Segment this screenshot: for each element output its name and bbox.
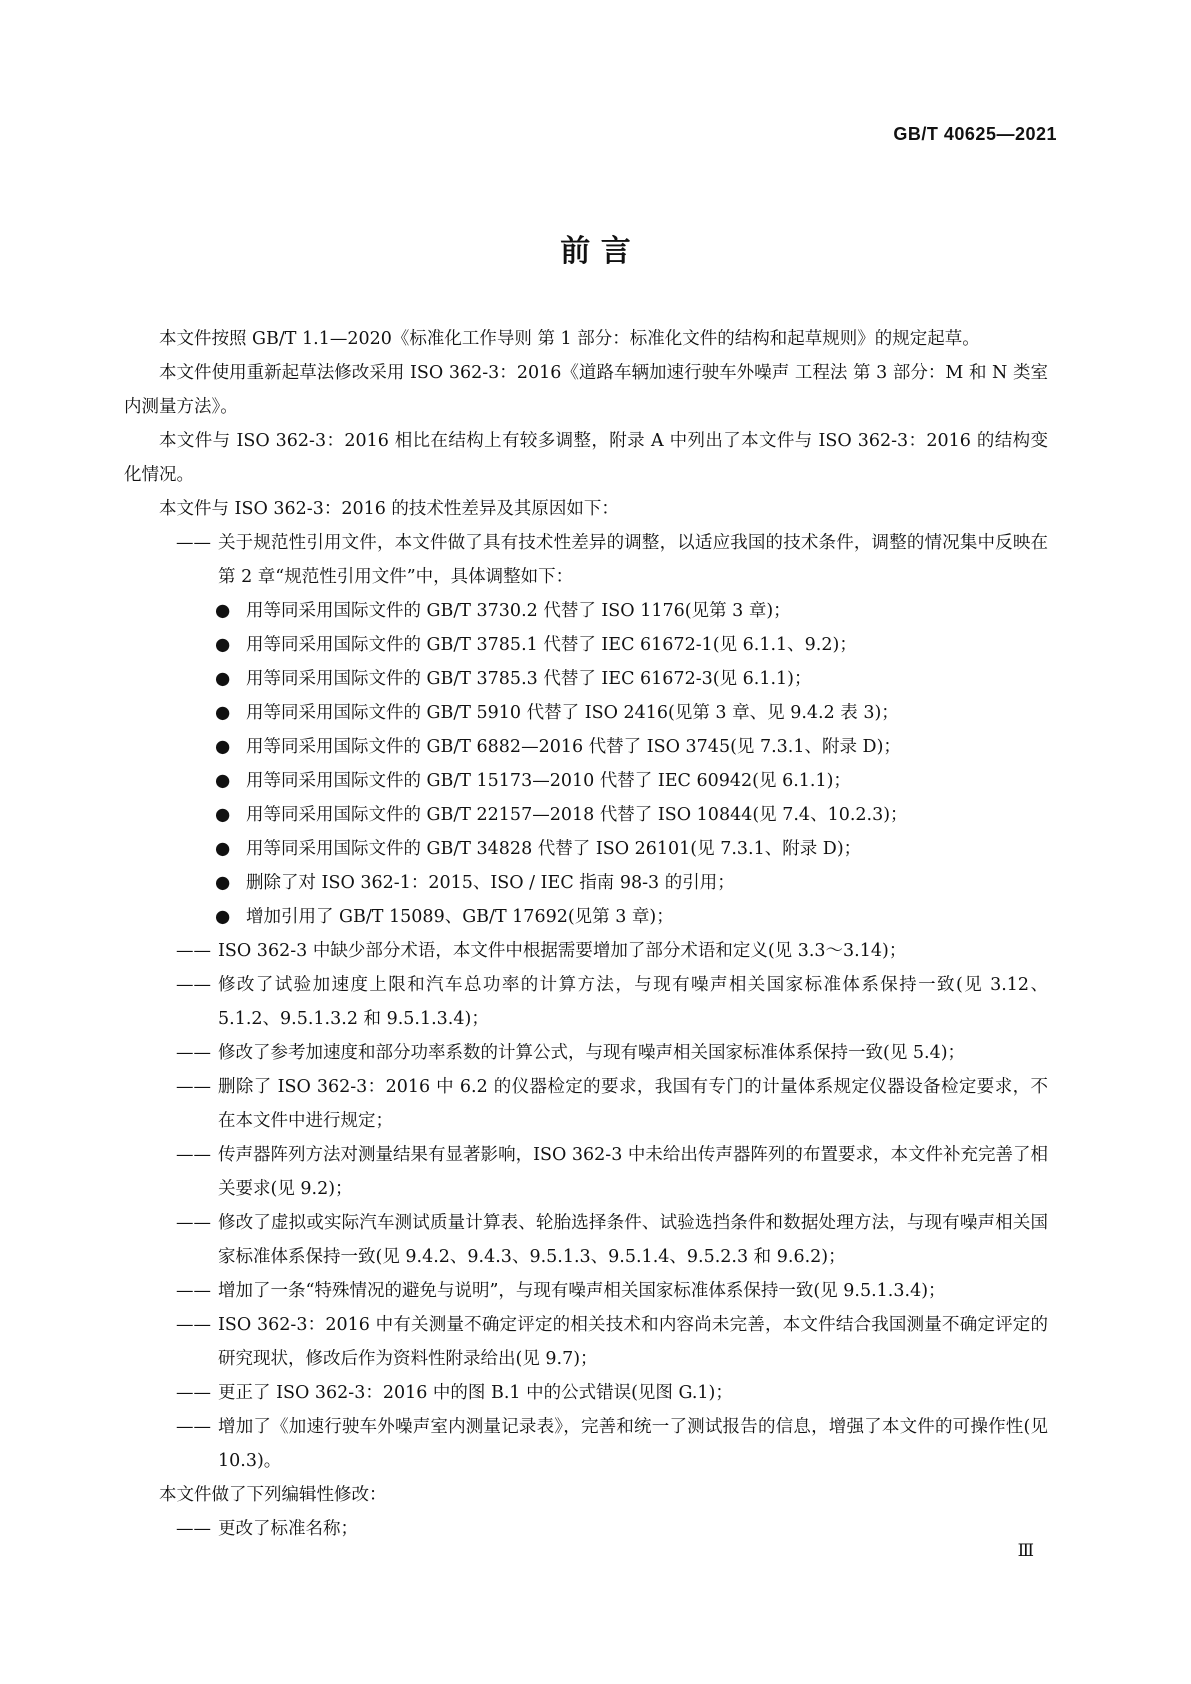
- technical-difference-item: [124, 934, 1048, 968]
- intro-paragraph: 本文件使用重新起草法修改采用 ISO 362-3：2016《道路车辆加速行驶车外噪声 工程法 第 3 部分：M 和 N 类室内测量方法》。: [124, 363, 1048, 417]
- item-text: 修改了虚拟或实际汽车测试质量计算表、轮胎选择条件、试验选挡条件和数据处理方法，与现有噪声相关国家标准体系保持一致(见 9.4.2、9.4.3、9.5.1.3、9.5.1.4、9.5.2.3 和 9.6.2)；: [218, 1213, 1048, 1267]
- page-title: 前 言: [560, 234, 631, 269]
- bullet-text: 增加引用了 GB/T 15089、GB/T 17692(见第 3 章)；: [246, 907, 674, 927]
- technical-difference-item: [124, 1070, 1048, 1138]
- technical-difference-item: [124, 1036, 1048, 1070]
- technical-difference-item: [124, 1138, 1048, 1206]
- technical-difference-item: [124, 1376, 1048, 1410]
- bullet-text: 用等同采用国际文件的 GB/T 5910 代替了 ISO 2416(见第 3 章、见 9.4.2 表 3)；: [246, 703, 899, 723]
- bullet-icon: ●: [215, 907, 231, 927]
- reference-bullet: [124, 900, 1048, 934]
- item-text: 增加了一条“特殊情况的避免与说明”，与现有噪声相关国家标准体系保持一致(见 9.5.1.3.4)；: [218, 1281, 946, 1301]
- technical-difference-item: [124, 1206, 1048, 1274]
- item-text: 修改了试验加速度上限和汽车总功率的计算方法，与现有噪声相关国家标准体系保持一致(见 3.12、5.1.2、9.5.1.3.2 和 9.5.1.3.4)；: [218, 975, 1048, 1029]
- bullet-text: 用等同采用国际文件的 GB/T 3785.3 代替了 IEC 61672-3(见 6.1.1)；: [246, 669, 812, 689]
- bullet-text: 用等同采用国际文件的 GB/T 3785.1 代替了 IEC 61672-1(见 6.1.1、9.2)；: [246, 635, 857, 655]
- dash-marker: ——: [176, 1213, 211, 1233]
- reference-bullet: [124, 832, 1048, 866]
- dash-marker: ——: [176, 1281, 211, 1301]
- editorial-intro: 本文件做了下列编辑性修改：: [159, 1485, 387, 1505]
- bullet-icon: ●: [215, 839, 231, 859]
- standard-number: GB/T 40625—2021: [893, 124, 1057, 144]
- bullet-text: 用等同采用国际文件的 GB/T 15173—2010 代替了 IEC 60942(见 6.1.1)；: [246, 771, 851, 791]
- bullet-text: 删除了对 ISO 362-1：2015、ISO / IEC 指南 98-3 的引用；: [246, 873, 735, 893]
- intro-paragraph: 本文件按照 GB/T 1.1—2020《标准化工作导则 第 1 部分：标准化文件的结构和起草规则》的规定起草。: [159, 329, 980, 349]
- bullet-icon: ●: [215, 771, 231, 791]
- item-text: 更改了标准名称；: [218, 1519, 358, 1539]
- item-text: 增加了《加速行驶车外噪声室内测量记录表》，完善和统一了测试报告的信息，增强了本文件的可操作性(见 10.3)。: [218, 1417, 1048, 1471]
- item-text: 修改了参考加速度和部分功率系数的计算公式，与现有噪声相关国家标准体系保持一致(见 5.4)；: [218, 1043, 966, 1063]
- dash-marker: ——: [176, 1315, 211, 1335]
- technical-difference-item: [124, 1410, 1048, 1478]
- dash-marker: ——: [176, 1417, 211, 1437]
- item-text: 更正了 ISO 362-3：2016 中的图 B.1 中的公式错误(见图 G.1)；: [218, 1383, 733, 1403]
- bullet-icon: ●: [215, 635, 231, 655]
- bullet-icon: ●: [215, 601, 231, 621]
- dash-marker: ——: [176, 1077, 211, 1097]
- editorial-change-item: [124, 1512, 1048, 1546]
- reference-bullet: [124, 628, 1048, 662]
- reference-bullet: [124, 764, 1048, 798]
- reference-bullet: [124, 798, 1048, 832]
- reference-bullet: [124, 662, 1048, 696]
- bullet-text: 用等同采用国际文件的 GB/T 3730.2 代替了 ISO 1176(见第 3 章)；: [246, 601, 791, 621]
- bullet-icon: ●: [215, 669, 231, 689]
- page-number: Ⅲ: [1017, 1541, 1034, 1561]
- reference-bullet: [124, 594, 1048, 628]
- bullet-icon: ●: [215, 805, 231, 825]
- intro-paragraph: 本文件与 ISO 362-3：2016 相比在结构上有较多调整，附录 A 中列出了本文件与 ISO 362-3：2016 的结构变化情况。: [124, 431, 1048, 485]
- intro-paragraph: 本文件与 ISO 362-3：2016 的技术性差异及其原因如下：: [159, 499, 619, 519]
- dash-marker: ——: [176, 1519, 211, 1539]
- bullet-icon: ●: [215, 703, 231, 723]
- item-text: 删除了 ISO 362-3：2016 中 6.2 的仪器检定的要求，我国有专门的计量体系规定仪器设备检定要求，不在本文件中进行规定；: [218, 1077, 1048, 1131]
- item-text: 传声器阵列方法对测量结果有显著影响，ISO 362-3 中未给出传声器阵列的布置要求，本文件补充完善了相关要求(见 9.2)；: [218, 1145, 1048, 1199]
- dash-marker: ——: [176, 1043, 211, 1063]
- dash-marker: ——: [176, 975, 211, 995]
- item-text: ISO 362-3：2016 中有关测量不确定评定的相关技术和内容尚未完善，本文件结合我国测量不确定评定的研究现状，修改后作为资料性附录给出(见 9.7)；: [218, 1315, 1048, 1369]
- item-text: 关于规范性引用文件，本文件做了具有技术性差异的调整，以适应我国的技术条件，调整的情况集中反映在第 2 章“规范性引用文件”中，具体调整如下：: [218, 533, 1048, 587]
- bullet-text: 用等同采用国际文件的 GB/T 22157—2018 代替了 ISO 10844(见 7.4、10.2.3)；: [246, 805, 908, 825]
- technical-difference-item: [124, 1308, 1048, 1376]
- dash-marker: ——: [176, 941, 211, 961]
- dash-marker: ——: [176, 1383, 211, 1403]
- normative-reference-item: [124, 526, 1048, 594]
- dash-marker: ——: [176, 1145, 211, 1165]
- bullet-icon: ●: [215, 737, 231, 757]
- bullet-text: 用等同采用国际文件的 GB/T 34828 代替了 ISO 26101(见 7.3.1、附录 D)；: [246, 839, 862, 859]
- reference-bullet: [124, 696, 1048, 730]
- technical-difference-item: [124, 1274, 1048, 1308]
- reference-bullet: [124, 730, 1048, 764]
- reference-bullet: [124, 866, 1048, 900]
- item-text: ISO 362-3 中缺少部分术语，本文件中根据需要增加了部分术语和定义(见 3.3～3.14)；: [218, 941, 907, 961]
- bullet-text: 用等同采用国际文件的 GB/T 6882—2016 代替了 ISO 3745(见 7.3.1、附录 D)；: [246, 737, 901, 757]
- bullet-icon: ●: [215, 873, 231, 893]
- foreword-body: [124, 322, 1048, 1546]
- technical-difference-item: [124, 968, 1048, 1036]
- dash-marker: ——: [176, 533, 211, 553]
